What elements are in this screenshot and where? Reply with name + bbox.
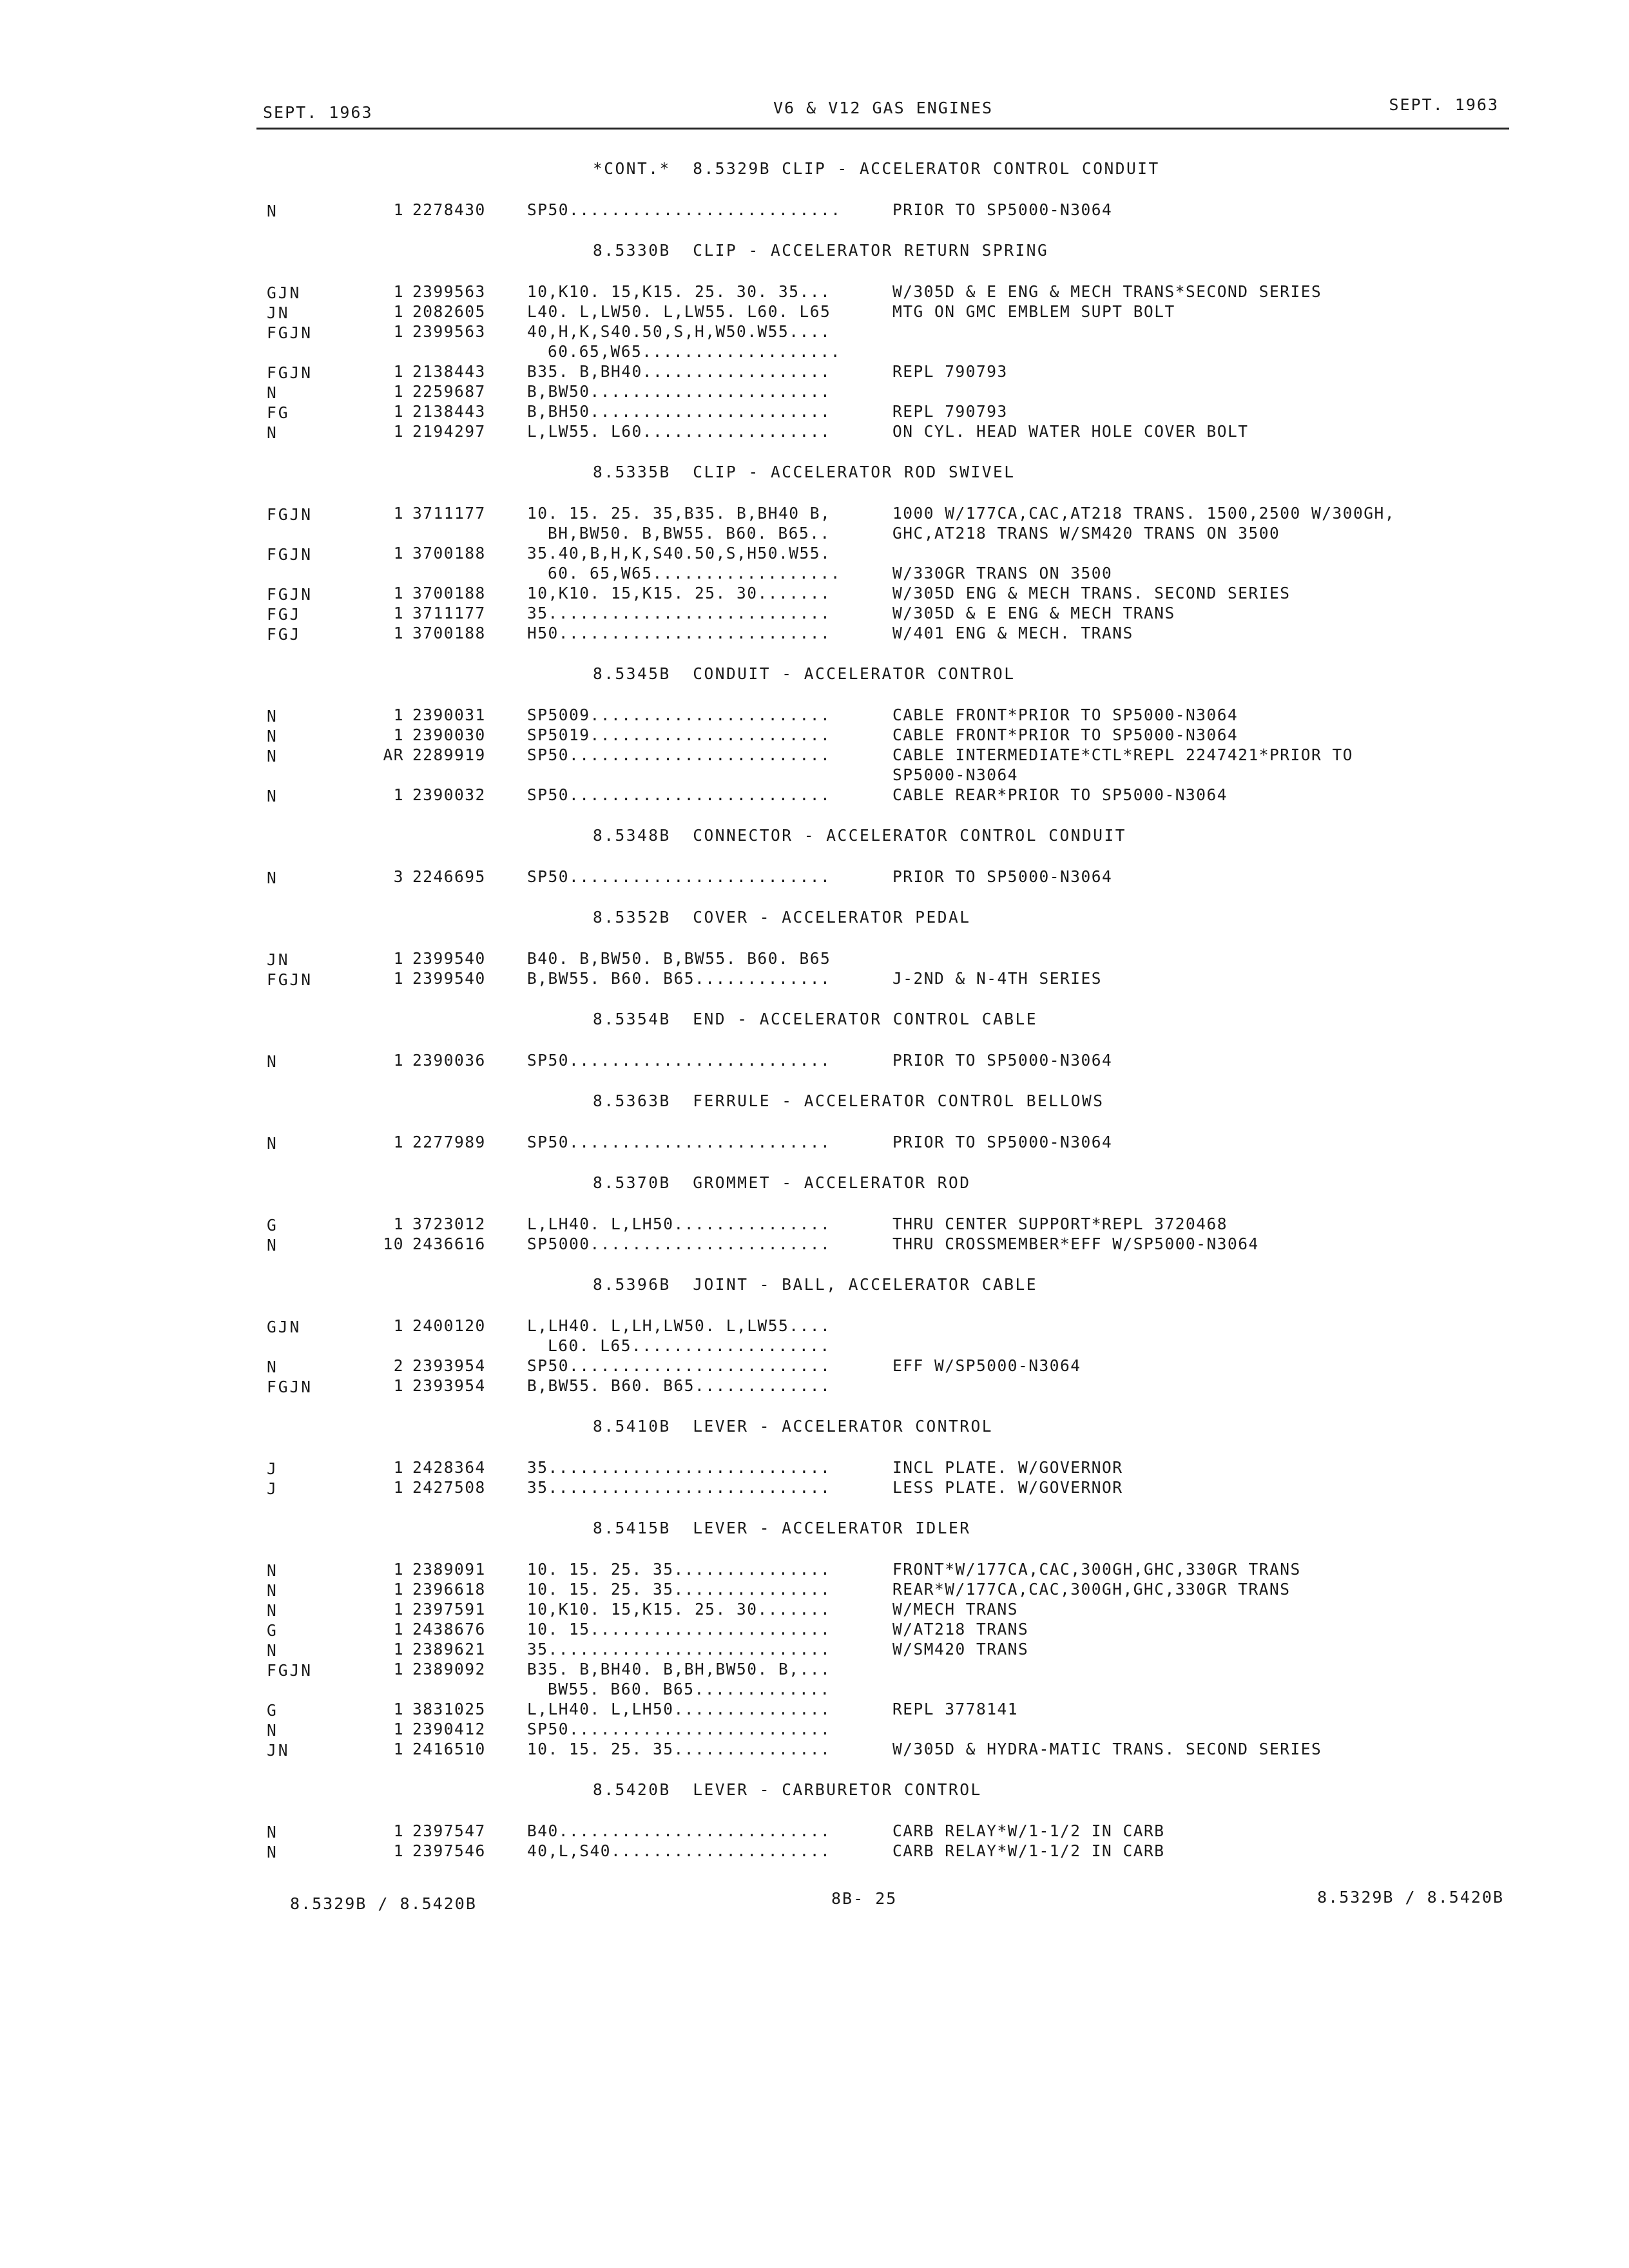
models: L,LH40. L,LH50............... xyxy=(527,1215,831,1233)
parts-section xyxy=(0,1773,1629,1861)
part-number: 2138443 xyxy=(412,362,486,381)
header-title: V6 & V12 GAS ENGINES xyxy=(773,99,994,117)
part-row xyxy=(0,1234,1629,1254)
part-number: 2400120 xyxy=(412,1316,486,1335)
part-number: 2416510 xyxy=(412,1740,486,1758)
part-row xyxy=(0,745,1629,765)
models: SP50......................... xyxy=(527,1356,831,1375)
remarks: 1000 W/177CA,CAC,AT218 TRANS. 1500,2500 W/300GH, xyxy=(892,504,1396,523)
part-number: 3711177 xyxy=(412,604,486,622)
part-row xyxy=(0,1457,1629,1477)
remarks: W/305D & E ENG & MECH TRANS*SECOND SERIES xyxy=(892,282,1322,301)
page-header xyxy=(258,95,1508,128)
quantity: 1 xyxy=(393,624,404,642)
remarks: LESS PLATE. W/GOVERNOR xyxy=(892,1478,1123,1497)
quantity: 3 xyxy=(393,867,404,886)
model-code: GJN xyxy=(267,284,302,302)
remarks: W/305D ENG & MECH TRANS. SECOND SERIES xyxy=(892,584,1291,602)
section-title: 8.5348B CONNECTOR - ACCELERATOR CONTROL CONDUIT xyxy=(593,826,1127,845)
models: SP50......................... xyxy=(527,867,831,886)
page-footer xyxy=(258,1888,1508,1920)
part-number: 2390036 xyxy=(412,1051,486,1070)
model-code: N xyxy=(267,1641,278,1660)
part-row xyxy=(0,322,1629,341)
quantity: 1 xyxy=(393,1841,404,1860)
part-number: 2399563 xyxy=(412,282,486,301)
section-spacer xyxy=(0,887,1629,901)
models: B40. B,BW50. B,BW55. B60. B65 xyxy=(527,949,831,968)
part-row xyxy=(0,603,1629,623)
quantity: 1 xyxy=(393,200,404,219)
models: L,LW55. L60.................. xyxy=(527,422,831,441)
models: B,BW55. B60. B65............. xyxy=(527,1376,831,1395)
models: 10. 15. 25. 35............... xyxy=(527,1580,831,1599)
part-row xyxy=(0,1477,1629,1497)
part-number: 2389091 xyxy=(412,1560,486,1579)
models: B35. B,BH40. B,BH,BW50. B,... xyxy=(527,1660,831,1678)
model-code: J xyxy=(267,1479,278,1498)
section-title: 8.5345B CONDUIT - ACCELERATOR CONTROL xyxy=(593,664,1016,683)
model-code: N xyxy=(267,1358,278,1376)
remarks: CABLE INTERMEDIATE*CTL*REPL 2247421*PRIOR TO xyxy=(892,745,1354,764)
model-code: FGJN xyxy=(267,1661,313,1680)
remarks: CABLE REAR*PRIOR TO SP5000-N3064 xyxy=(892,785,1228,804)
remarks: CARB RELAY*W/1-1/2 IN CARB xyxy=(892,1841,1165,1860)
model-code: G xyxy=(267,1701,278,1720)
remarks: J-2ND & N-4TH SERIES xyxy=(892,969,1103,988)
model-code: N xyxy=(267,1843,278,1861)
part-number: 2389621 xyxy=(412,1640,486,1658)
model-code: N xyxy=(267,727,278,745)
section-spacer xyxy=(0,1497,1629,1512)
model-code: N xyxy=(267,869,278,887)
models-continued: BW55. B60. B65............. xyxy=(548,1680,831,1698)
part-number: 2399540 xyxy=(412,969,486,988)
section-spacer xyxy=(0,1152,1629,1166)
parts-section xyxy=(0,1084,1629,1152)
part-row xyxy=(0,583,1629,603)
models: SP5009....................... xyxy=(527,706,831,724)
part-number: 3711177 xyxy=(412,504,486,523)
remarks-continued: SP5000-N3064 xyxy=(892,765,1019,784)
quantity: 1 xyxy=(393,302,404,321)
part-row-continuation xyxy=(0,563,1629,583)
section-spacer xyxy=(0,220,1629,234)
model-code: N xyxy=(267,1561,278,1580)
part-row xyxy=(0,1316,1629,1336)
quantity: 1 xyxy=(393,1560,404,1579)
part-row xyxy=(0,1619,1629,1639)
quantity: 2 xyxy=(393,1356,404,1375)
model-code: FGJ xyxy=(267,605,302,624)
quantity: 1 xyxy=(393,604,404,622)
section-title: 8.5330B CLIP - ACCELERATOR RETURN SPRING xyxy=(593,241,1049,260)
quantity: 1 xyxy=(393,1600,404,1619)
part-number: 2289919 xyxy=(412,745,486,764)
remarks: CABLE FRONT*PRIOR TO SP5000-N3064 xyxy=(892,726,1239,744)
parts-section xyxy=(0,1512,1629,1759)
header-date-right: SEPT. 1963 xyxy=(1389,95,1499,114)
model-code: N xyxy=(267,1721,278,1740)
quantity: 1 xyxy=(393,969,404,988)
part-row xyxy=(0,1659,1629,1679)
quantity: 1 xyxy=(393,282,404,301)
quantity: 1 xyxy=(393,504,404,523)
part-row xyxy=(0,200,1629,220)
remarks: W/AT218 TRANS xyxy=(892,1620,1029,1639)
header-date-left: SEPT. 1963 xyxy=(263,103,373,122)
parts-section xyxy=(0,1410,1629,1497)
part-row xyxy=(0,705,1629,725)
parts-section xyxy=(0,456,1629,643)
part-number: 2399540 xyxy=(412,949,486,968)
quantity: 1 xyxy=(393,1580,404,1599)
part-row xyxy=(0,867,1629,887)
quantity: 1 xyxy=(393,1720,404,1738)
section-title: 8.5415B LEVER - ACCELERATOR IDLER xyxy=(593,1519,971,1537)
part-row xyxy=(0,1559,1629,1579)
remarks: THRU CROSSMEMBER*EFF W/SP5000-N3064 xyxy=(892,1235,1259,1253)
model-code: N xyxy=(267,1134,278,1153)
models: 35........................... xyxy=(527,604,831,622)
part-number: 2259687 xyxy=(412,382,486,401)
part-row xyxy=(0,1376,1629,1396)
quantity: 1 xyxy=(393,785,404,804)
part-row xyxy=(0,1599,1629,1619)
parts-section xyxy=(0,901,1629,988)
remarks: FRONT*W/177CA,CAC,300GH,GHC,330GR TRANS xyxy=(892,1560,1301,1579)
remarks: REPL 3778141 xyxy=(892,1700,1019,1718)
model-code: FGJN xyxy=(267,323,313,342)
quantity: 1 xyxy=(393,422,404,441)
models-continued: 60. 65,W65.................. xyxy=(548,564,842,582)
model-code: N xyxy=(267,1236,278,1254)
model-code: N xyxy=(267,747,278,765)
remarks: W/401 ENG & MECH. TRANS xyxy=(892,624,1133,642)
quantity: 1 xyxy=(393,1458,404,1477)
part-row xyxy=(0,1132,1629,1152)
part-number: 3700188 xyxy=(412,624,486,642)
section-spacer xyxy=(0,643,1629,657)
part-number: 3723012 xyxy=(412,1215,486,1233)
quantity: 10 xyxy=(383,1235,404,1253)
model-code: GJN xyxy=(267,1318,302,1336)
models: 10. 15....................... xyxy=(527,1620,831,1639)
section-spacer xyxy=(0,1759,1629,1773)
part-number: 3831025 xyxy=(412,1700,486,1718)
part-row xyxy=(0,1739,1629,1759)
model-code: FGJN xyxy=(267,970,313,989)
models: 40,H,K,S40.50,S,H,W50.W55.... xyxy=(527,322,831,341)
section-spacer xyxy=(0,1396,1629,1410)
model-code: FGJN xyxy=(267,1378,313,1396)
model-code: G xyxy=(267,1621,278,1640)
part-row-continuation xyxy=(0,523,1629,543)
models: L,LH40. L,LH50............... xyxy=(527,1700,831,1718)
models: 10,K10. 15,K15. 25. 30....... xyxy=(527,584,831,602)
model-code: FG xyxy=(267,403,290,422)
part-number: 2389092 xyxy=(412,1660,486,1678)
remarks: PRIOR TO SP5000-N3064 xyxy=(892,200,1113,219)
models: H50.......................... xyxy=(527,624,831,642)
quantity: 1 xyxy=(393,1051,404,1070)
remarks: THRU CENTER SUPPORT*REPL 3720468 xyxy=(892,1215,1228,1233)
part-row xyxy=(0,401,1629,421)
part-number: 2396618 xyxy=(412,1580,486,1599)
remarks: REPL 790793 xyxy=(892,362,1008,381)
parts-list xyxy=(0,152,1629,1861)
part-row xyxy=(0,1356,1629,1376)
quantity: 1 xyxy=(393,1376,404,1395)
model-code: N xyxy=(267,1601,278,1620)
part-number: 2246695 xyxy=(412,867,486,886)
part-number: 2436616 xyxy=(412,1235,486,1253)
models-continued: BH,BW50. B,BW55. B60. B65.. xyxy=(548,524,831,543)
quantity: 1 xyxy=(393,1620,404,1639)
part-row xyxy=(0,623,1629,643)
model-code: N xyxy=(267,202,278,220)
part-row xyxy=(0,1699,1629,1719)
remarks: REPL 790793 xyxy=(892,402,1008,421)
model-code: FGJN xyxy=(267,363,313,382)
quantity: 1 xyxy=(393,1640,404,1658)
quantity: 1 xyxy=(393,1215,404,1233)
section-title: 8.5396B JOINT - BALL, ACCELERATOR CABLE xyxy=(593,1275,1038,1294)
models: 10,K10. 15,K15. 25. 30. 35... xyxy=(527,282,831,301)
remarks: REAR*W/177CA,CAC,300GH,GHC,330GR TRANS xyxy=(892,1580,1291,1599)
part-number: 3700188 xyxy=(412,584,486,602)
remarks-continued: W/330GR TRANS ON 3500 xyxy=(892,564,1113,582)
models: SP5000....................... xyxy=(527,1235,831,1253)
models-continued: 60.65,W65................... xyxy=(548,342,842,361)
model-code: N xyxy=(267,1823,278,1841)
models: 35........................... xyxy=(527,1640,831,1658)
part-number: 2397546 xyxy=(412,1841,486,1860)
quantity: 1 xyxy=(393,1133,404,1151)
footer-range-right: 8.5329B / 8.5420B xyxy=(1317,1888,1504,1907)
section-title: 8.5410B LEVER - ACCELERATOR CONTROL xyxy=(593,1417,994,1436)
remarks: PRIOR TO SP5000-N3064 xyxy=(892,1133,1113,1151)
part-number: 2390030 xyxy=(412,726,486,744)
models: SP50......................... xyxy=(527,1720,831,1738)
model-code: J xyxy=(267,1459,278,1478)
part-number: 2390032 xyxy=(412,785,486,804)
part-row xyxy=(0,968,1629,988)
part-row xyxy=(0,1639,1629,1659)
quantity: 1 xyxy=(393,584,404,602)
quantity: 1 xyxy=(393,544,404,562)
section-title: 8.5352B COVER - ACCELERATOR PEDAL xyxy=(593,908,971,927)
parts-section xyxy=(0,819,1629,887)
models: 10. 15. 25. 35............... xyxy=(527,1560,831,1579)
models: 40,L,S40..................... xyxy=(527,1841,831,1860)
remarks: W/305D & HYDRA-MATIC TRANS. SECOND SERIES xyxy=(892,1740,1322,1758)
models: 35........................... xyxy=(527,1478,831,1497)
models: B40.......................... xyxy=(527,1821,831,1840)
part-number: 2138443 xyxy=(412,402,486,421)
quantity: 1 xyxy=(393,706,404,724)
models: B,BH50....................... xyxy=(527,402,831,421)
part-number: 3700188 xyxy=(412,544,486,562)
quantity: 1 xyxy=(393,726,404,744)
model-code: FGJN xyxy=(267,545,313,564)
remarks: PRIOR TO SP5000-N3064 xyxy=(892,867,1113,886)
part-row xyxy=(0,302,1629,322)
parts-section xyxy=(0,1268,1629,1396)
part-row xyxy=(0,1050,1629,1070)
model-code: N xyxy=(267,1581,278,1600)
section-title: 8.5420B LEVER - CARBURETOR CONTROL xyxy=(593,1780,982,1799)
quantity: 1 xyxy=(393,949,404,968)
remarks: CABLE FRONT*PRIOR TO SP5000-N3064 xyxy=(892,706,1239,724)
part-row xyxy=(0,543,1629,563)
part-row xyxy=(0,785,1629,805)
remarks: W/305D & E ENG & MECH TRANS xyxy=(892,604,1175,622)
quantity: 1 xyxy=(393,1316,404,1335)
quantity: 1 xyxy=(393,1740,404,1758)
section-spacer xyxy=(0,1070,1629,1084)
footer-range-left: 8.5329B / 8.5420B xyxy=(290,1894,477,1913)
quantity: 1 xyxy=(393,402,404,421)
part-row xyxy=(0,421,1629,441)
part-row xyxy=(0,1841,1629,1861)
models: B,BW55. B60. B65............. xyxy=(527,969,831,988)
part-number: 2082605 xyxy=(412,302,486,321)
footer-page-number: 8B- 25 xyxy=(831,1889,898,1908)
part-row xyxy=(0,1719,1629,1739)
part-row-continuation xyxy=(0,765,1629,785)
remarks: MTG ON GMC EMBLEM SUPT BOLT xyxy=(892,302,1175,321)
part-row xyxy=(0,948,1629,968)
remarks: W/MECH TRANS xyxy=(892,1600,1019,1619)
part-row xyxy=(0,1821,1629,1841)
part-number: 2393954 xyxy=(412,1356,486,1375)
quantity: 1 xyxy=(393,1478,404,1497)
part-number: 2397547 xyxy=(412,1821,486,1840)
model-code: FGJ xyxy=(267,625,302,644)
model-code: N xyxy=(267,423,278,442)
model-code: FGJN xyxy=(267,585,313,604)
part-number: 2278430 xyxy=(412,200,486,219)
model-code: JN xyxy=(267,950,290,969)
remarks: CARB RELAY*W/1-1/2 IN CARB xyxy=(892,1821,1165,1840)
remarks: INCL PLATE. W/GOVERNOR xyxy=(892,1458,1123,1477)
models: SP50......................... xyxy=(527,1051,831,1070)
models: SP5019....................... xyxy=(527,726,831,744)
models: 35.40,B,H,K,S40.50,S,H50.W55. xyxy=(527,544,831,562)
parts-section xyxy=(0,234,1629,441)
section-spacer xyxy=(0,441,1629,456)
models: B35. B,BH40.................. xyxy=(527,362,831,381)
part-number: 2277989 xyxy=(412,1133,486,1151)
part-number: 2428364 xyxy=(412,1458,486,1477)
model-code: JN xyxy=(267,1741,290,1760)
section-spacer xyxy=(0,1254,1629,1268)
model-code: FGJN xyxy=(267,505,313,524)
models: B,BW50....................... xyxy=(527,382,831,401)
header-rule xyxy=(256,128,1509,130)
parts-section xyxy=(0,1166,1629,1254)
quantity: 1 xyxy=(393,322,404,341)
quantity: 1 xyxy=(393,382,404,401)
remarks: W/SM420 TRANS xyxy=(892,1640,1029,1658)
parts-section xyxy=(0,1003,1629,1070)
section-title: 8.5354B END - ACCELERATOR CONTROL CABLE xyxy=(593,1010,1038,1028)
models: L40. L,LW50. L,LW55. L60. L65 xyxy=(527,302,831,321)
quantity: 1 xyxy=(393,1821,404,1840)
section-spacer xyxy=(0,805,1629,819)
models: SP50......................... xyxy=(527,785,831,804)
models-continued: L60. L65................... xyxy=(548,1336,831,1355)
part-row xyxy=(0,1214,1629,1234)
model-code: N xyxy=(267,383,278,402)
part-number: 2427508 xyxy=(412,1478,486,1497)
remarks-continued: GHC,AT218 TRANS W/SM420 TRANS ON 3500 xyxy=(892,524,1280,543)
part-row xyxy=(0,361,1629,381)
model-code: N xyxy=(267,1052,278,1071)
part-row-continuation xyxy=(0,341,1629,361)
section-spacer xyxy=(0,988,1629,1003)
models: SP50.......................... xyxy=(527,200,842,219)
part-number: 2390031 xyxy=(412,706,486,724)
part-number: 2397591 xyxy=(412,1600,486,1619)
quantity: 1 xyxy=(393,362,404,381)
part-number: 2393954 xyxy=(412,1376,486,1395)
model-code: N xyxy=(267,787,278,805)
part-number: 2194297 xyxy=(412,422,486,441)
models: 10. 15. 25. 35,B35. B,BH40 B, xyxy=(527,504,831,523)
part-row xyxy=(0,282,1629,302)
part-row xyxy=(0,1579,1629,1599)
part-number: 2390412 xyxy=(412,1720,486,1738)
models: 10,K10. 15,K15. 25. 30....... xyxy=(527,1600,831,1619)
part-row xyxy=(0,725,1629,745)
remarks: EFF W/SP5000-N3064 xyxy=(892,1356,1081,1375)
remarks: ON CYL. HEAD WATER HOLE COVER BOLT xyxy=(892,422,1249,441)
model-code: JN xyxy=(267,303,290,322)
part-row-continuation xyxy=(0,1336,1629,1356)
quantity: AR xyxy=(383,745,404,764)
section-title: 8.5363B FERRULE - ACCELERATOR CONTROL BELLOWS xyxy=(593,1091,1104,1110)
quantity: 1 xyxy=(393,1660,404,1678)
part-number: 2399563 xyxy=(412,322,486,341)
parts-section xyxy=(0,657,1629,805)
models: 35........................... xyxy=(527,1458,831,1477)
models: 10. 15. 25. 35............... xyxy=(527,1740,831,1758)
section-title: 8.5335B CLIP - ACCELERATOR ROD SWIVEL xyxy=(593,463,1016,481)
section-title: 8.5370B GROMMET - ACCELERATOR ROD xyxy=(593,1173,971,1192)
parts-section xyxy=(0,152,1629,220)
quantity: 1 xyxy=(393,1700,404,1718)
models: SP50......................... xyxy=(527,745,831,764)
models: L,LH40. L,LH,LW50. L,LW55.... xyxy=(527,1316,831,1335)
part-row xyxy=(0,381,1629,401)
remarks: PRIOR TO SP5000-N3064 xyxy=(892,1051,1113,1070)
models: SP50......................... xyxy=(527,1133,831,1151)
section-title: *CONT.* 8.5329B CLIP - ACCELERATOR CONTROL CONDUIT xyxy=(593,159,1160,178)
part-row xyxy=(0,503,1629,523)
part-number: 2438676 xyxy=(412,1620,486,1639)
model-code: N xyxy=(267,707,278,726)
model-code: G xyxy=(267,1216,278,1235)
part-row-continuation xyxy=(0,1679,1629,1699)
